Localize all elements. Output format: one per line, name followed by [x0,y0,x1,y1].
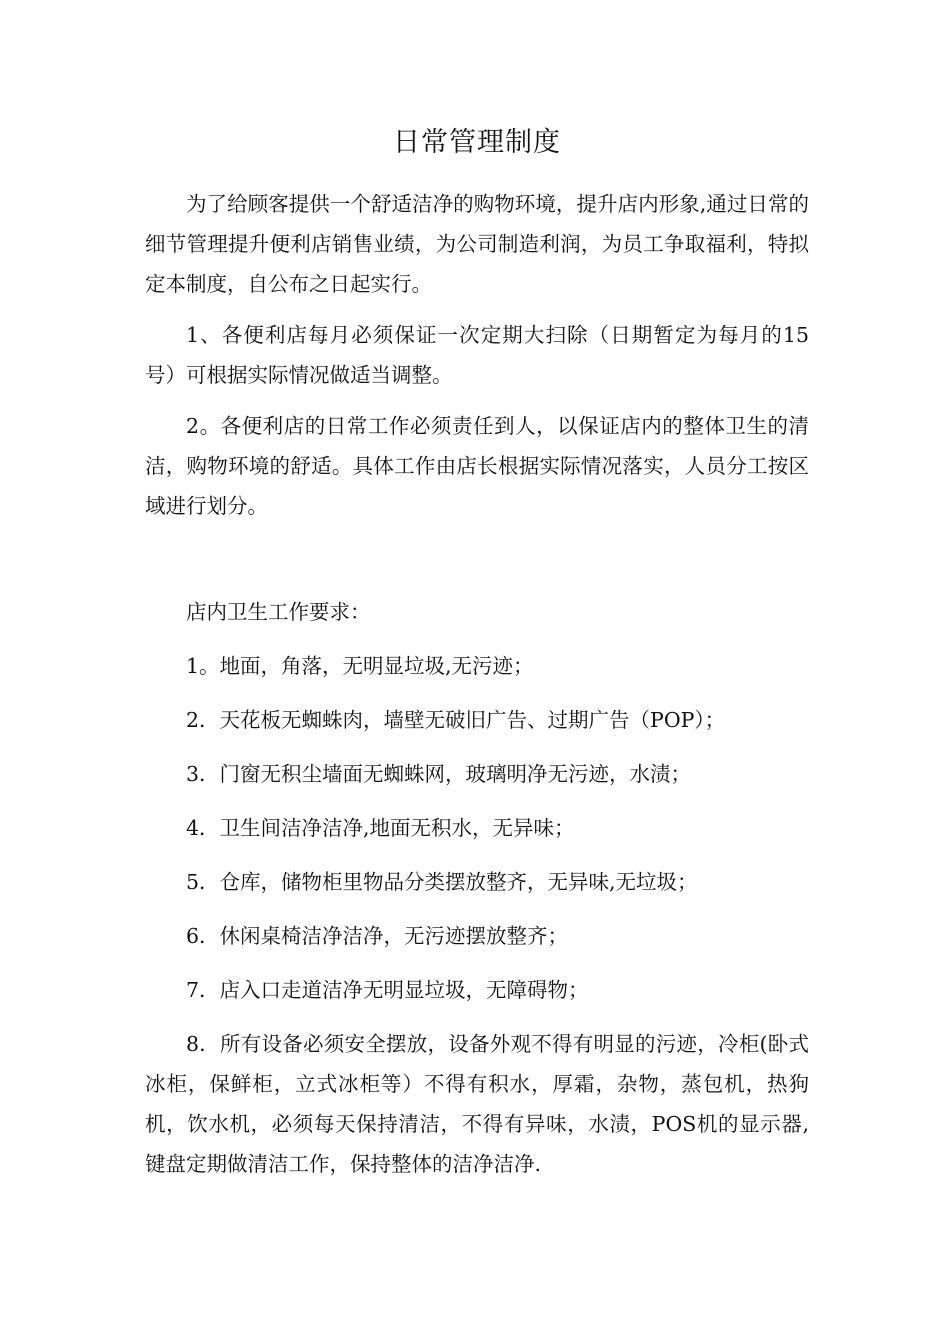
document-page [145,0,809,1344]
hygiene-item-7: 7．店入口走道洁净无明显垃圾，无障碍物； [186,978,589,1002]
hygiene-heading: 店内卫生工作要求： [186,600,371,624]
intro-paragraph: 为了给顾客提供一个舒适洁净的购物环境，提升店内形象,通过日常的细节管理提升便利店销售业绩，为公司制造利润，为员工争取福利，特拟定本制度，自公布之日起实行。 [145,192,809,296]
hygiene-item-5: 5．仓库，储物柜里物品分类摆放整齐，无异味,无垃圾； [186,870,698,894]
hygiene-item-1: 1。地面，角落，无明显垃圾,无污迹； [186,654,534,678]
hygiene-item-6: 6．休闲桌椅洁净洁净，无污迹摆放整齐； [186,924,569,948]
rule-paragraph-1: 1、各便利店每月必须保证一次定期大扫除（日期暂定为每月的15号）可根据实际情况做适当调整。 [145,323,809,387]
hygiene-item-3: 3．门窗无积尘墙面无蜘蛛网，玻璃明净无污迹，水渍； [186,762,692,786]
hygiene-item-8: 8．所有设备必须安全摆放，设备外观不得有明显的污迹，冷柜(卧式冰柜，保鲜柜，立式冰柜等）不得有积水，厚霜，杂物，蒸包机，热狗机，饮水机，必须每天保持清洁，不得有异味，水渍，POS机的显示器,键盘定期做清洁工作，保持整体的洁净洁净. [145,1032,809,1176]
document-title: 日常管理制度 [393,127,561,158]
rule-paragraph-2: 2。各便利店的日常工作必须责任到人，以保证店内的整体卫生的清洁，购物环境的舒适。具体工作由店长根据实际情况落实，人员分工按区域进行划分。 [145,414,809,518]
hygiene-item-2: 2．天花板无蜘蛛肉，墙壁无破旧广告、过期广告（POP）； [186,708,726,732]
hygiene-item-4: 4．卫生间洁净洁净,地面无积水，无异味； [186,816,575,840]
